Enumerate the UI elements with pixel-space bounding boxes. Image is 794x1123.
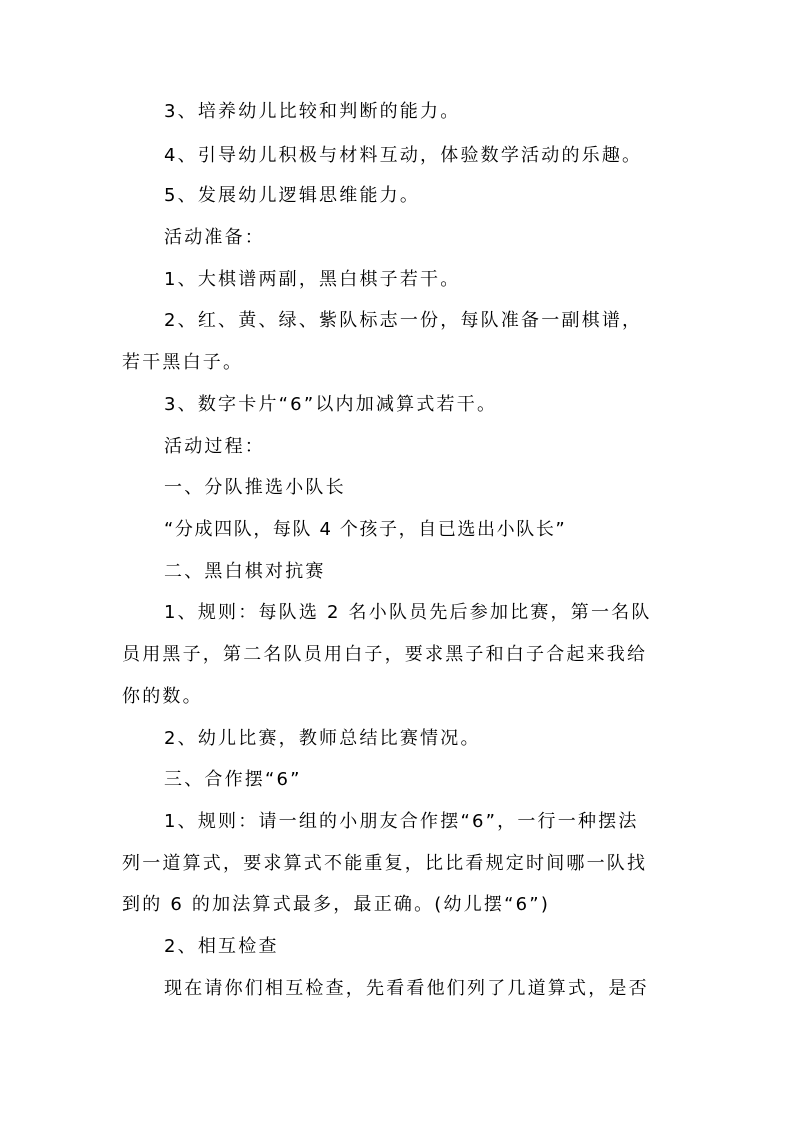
preparation-heading: 活动准备： xyxy=(164,227,265,248)
section-3-check-text: 现在请你们相互检查，先看看他们列了几道算式，是否 xyxy=(164,978,649,999)
objective-4: 4、引导幼儿积极与材料互动，体验数学活动的乐趣。 xyxy=(164,145,643,166)
section-2-heading: 二、黑白棋对抗赛 xyxy=(164,561,326,582)
process-heading: 活动过程： xyxy=(164,436,265,457)
section-2-rule-line-1: 1、规则：每队选 2 名小队员先后参加比赛，第一名队 xyxy=(164,602,652,623)
section-1-heading: 一、分队推选小队长 xyxy=(164,477,346,498)
preparation-item-3: 3、数字卡片“6”以内加减算式若干。 xyxy=(164,394,498,415)
section-2-rule-line-2: 员用黑子，第二名队员用白子，要求黑子和白子合起来我给 xyxy=(122,644,648,665)
preparation-item-1: 1、大棋谱两副，黑白棋子若干。 xyxy=(164,269,461,290)
section-2-rule-line-3: 你的数。 xyxy=(122,686,203,707)
section-3-item-2: 2、相互检查 xyxy=(164,936,279,957)
section-3-rule-line-1: 1、规则：请一组的小朋友合作摆“6”，一行一种摆法 xyxy=(164,811,639,832)
preparation-item-2-line-2: 若干黑白子。 xyxy=(122,352,244,373)
objective-3: 3、培养幼儿比较和判断的能力。 xyxy=(164,101,461,122)
section-2-item-2: 2、幼儿比赛，教师总结比赛情况。 xyxy=(164,728,481,749)
section-1-quote: “分成四队，每队 4 个孩子，自已选出小队长” xyxy=(164,519,567,540)
objective-5: 5、发展幼儿逻辑思维能力。 xyxy=(164,185,421,206)
preparation-item-2-line-1: 2、红、黄、绿、紫队标志一份，每队准备一副棋谱， xyxy=(164,310,643,331)
section-3-rule-line-2: 列一道算式，要求算式不能重复，比比看规定时间哪一队找 xyxy=(122,853,648,874)
section-3-heading: 三、合作摆“6” xyxy=(164,769,302,790)
section-3-rule-line-3: 到的 6 的加法算式最多，最正确。(幼儿摆“6”) xyxy=(122,894,551,915)
